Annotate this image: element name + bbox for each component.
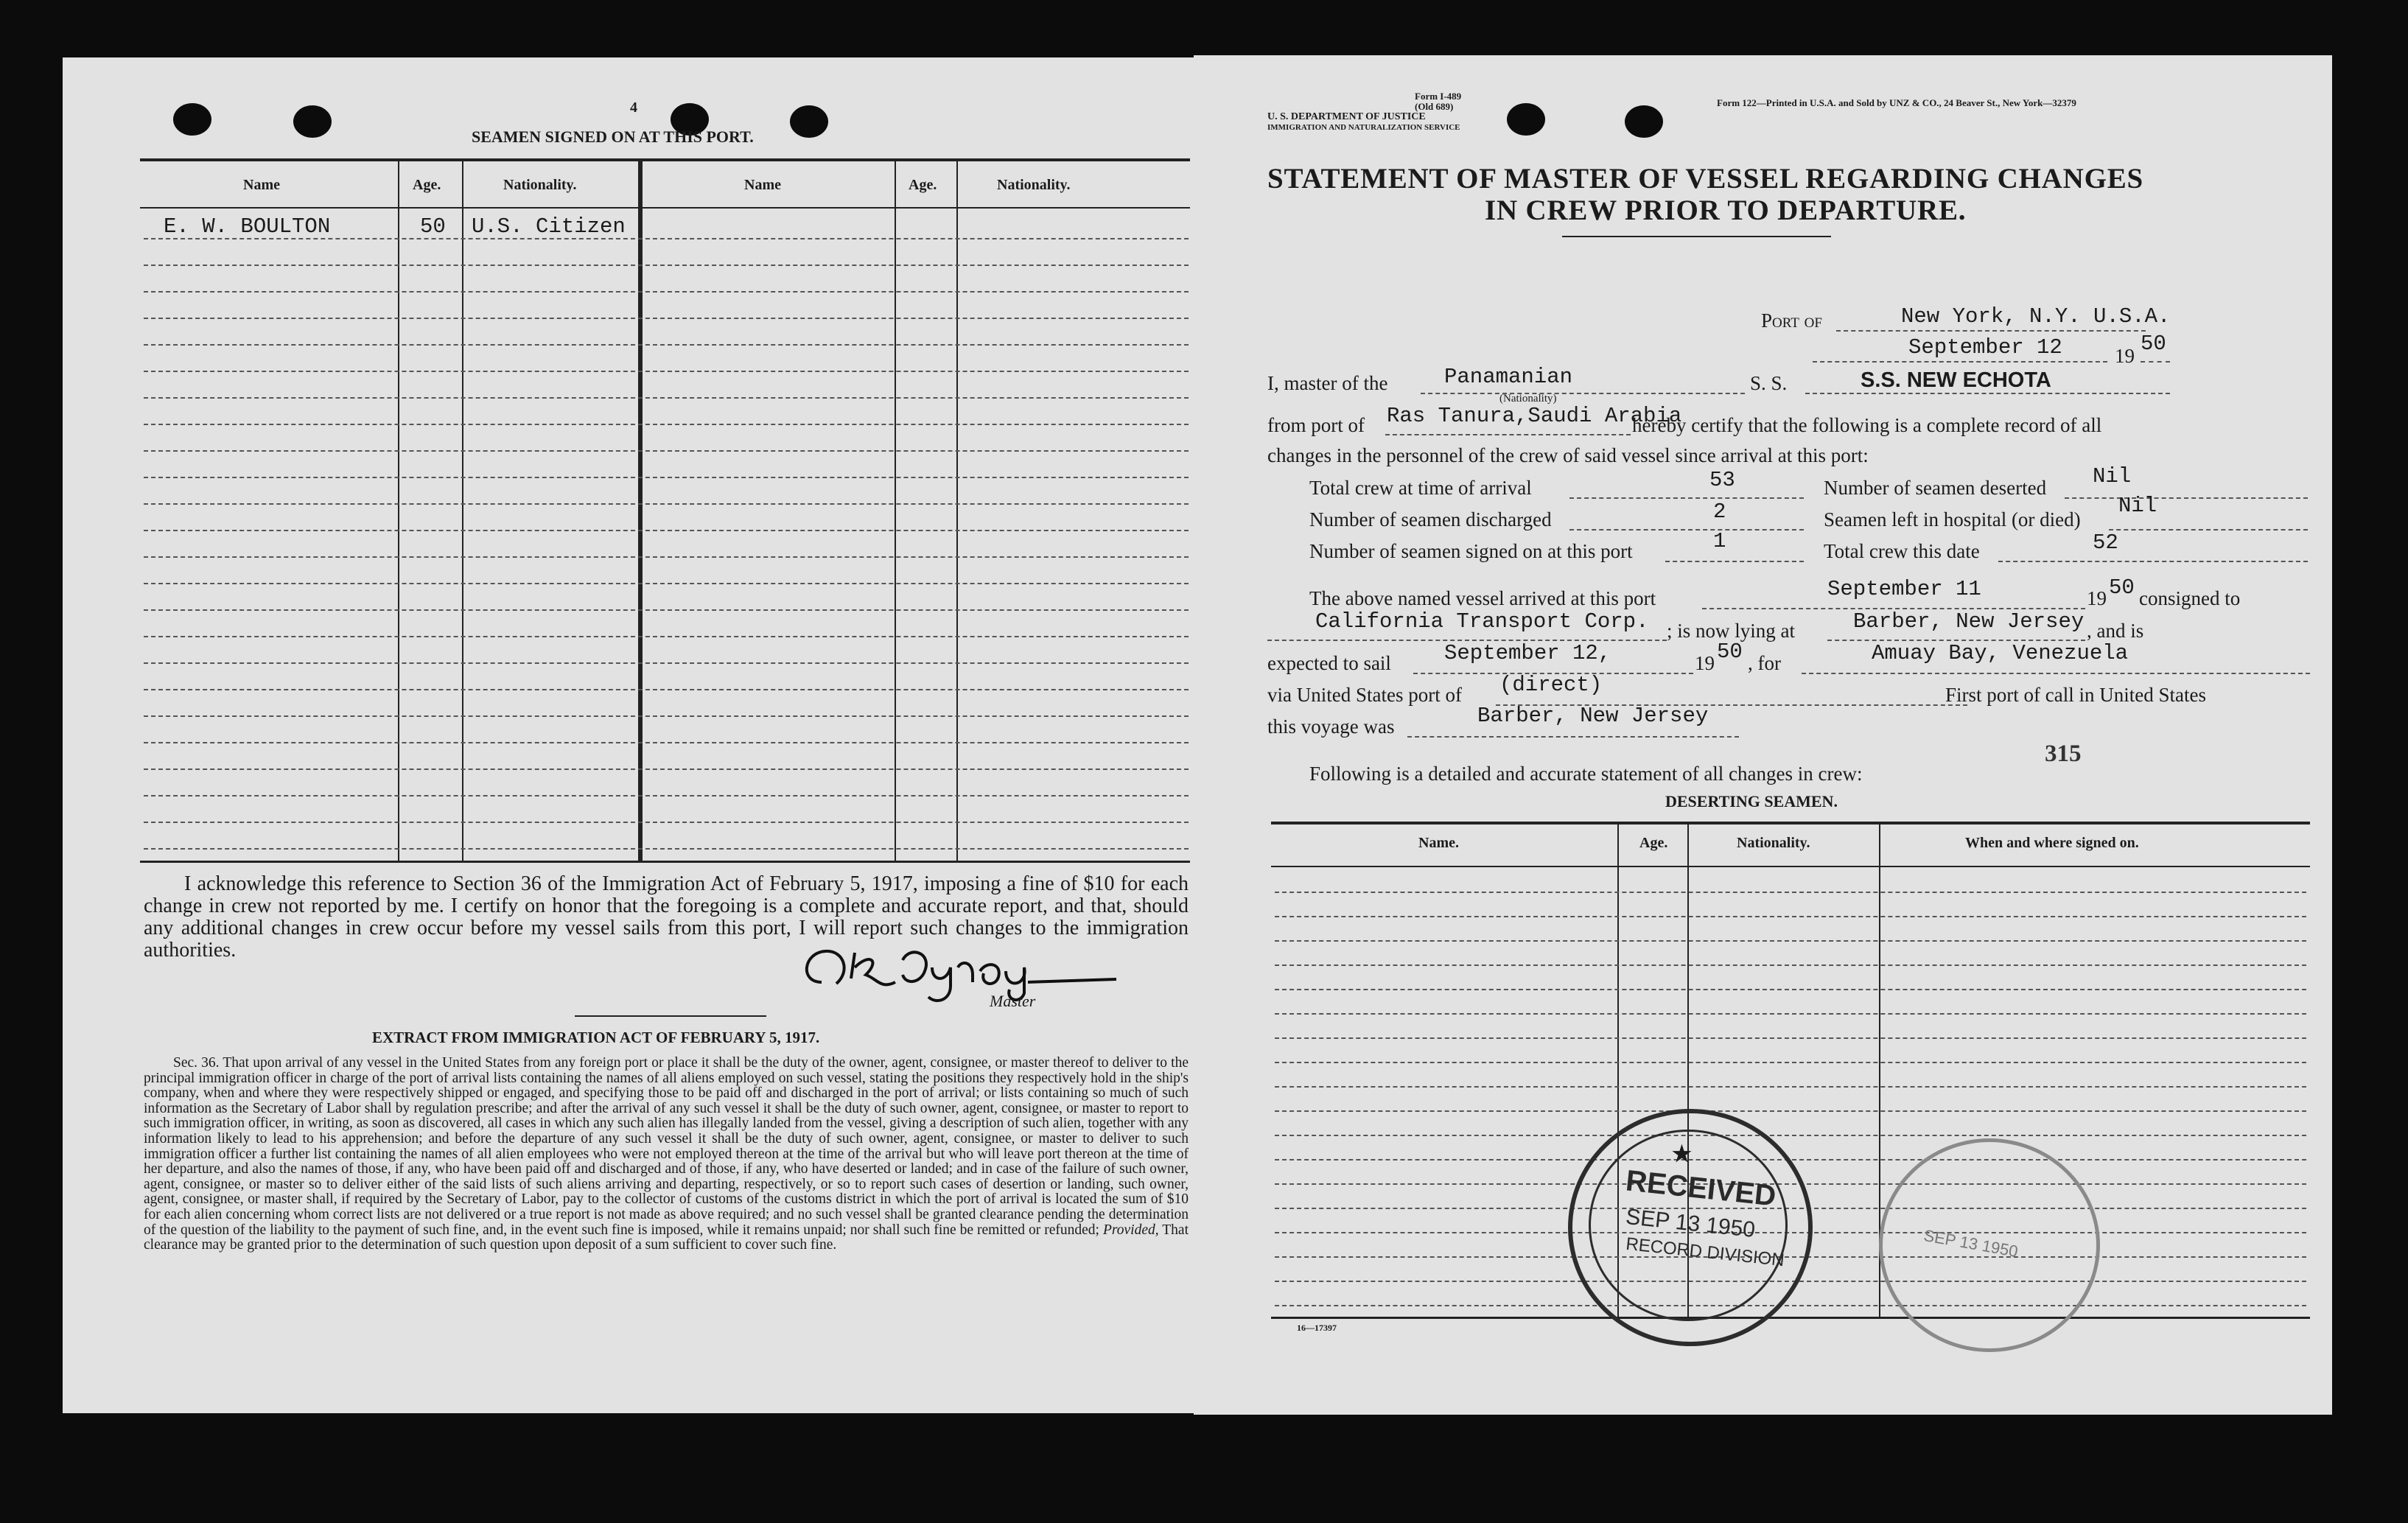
table-header-rule <box>140 207 1190 209</box>
section-title: SEAMEN SIGNED ON AT THIS PORT. <box>472 127 754 146</box>
table-col-divider <box>462 158 463 861</box>
deserting-title: DESERTING SEAMEN. <box>1665 792 1838 810</box>
table-row-line <box>1275 916 2306 917</box>
port-value: New York, N.Y. U.S.A. <box>1901 304 2171 329</box>
form-old: (Old 689) <box>1415 101 1454 112</box>
table-col-divider <box>895 158 896 861</box>
changes-text: changes in the personnel of the crew of said vessel since arrival at this port: <box>1267 444 1869 466</box>
sail-year-prefix: 19 <box>1695 652 1715 674</box>
stamp-received-text: RECEIVED <box>1624 1164 1778 1213</box>
punch-hole <box>173 103 211 136</box>
total-crew-date-value: 52 <box>2093 531 2118 555</box>
arrived-text: The above named vessel arrived at this port <box>1309 587 1656 609</box>
consigned-text: consigned to <box>2139 587 2241 609</box>
certify-text: hereby certify that the following is a complete record of all <box>1632 414 2102 436</box>
table-row-line <box>1275 989 2306 990</box>
total-crew-date-label: Total crew this date <box>1824 540 1980 562</box>
stamp-division: RECORD DIVISION <box>1625 1233 1785 1271</box>
table-row-line <box>144 397 1189 399</box>
from-port-value: Ras Tanura,Saudi Arabia <box>1387 404 1682 428</box>
via-text: via United States port of <box>1267 684 1462 706</box>
service: IMMIGRATION AND NATURALIZATION SERVICE <box>1267 123 1460 132</box>
table-row-line <box>144 265 1189 266</box>
table-col-divider <box>956 158 958 861</box>
table-row-line <box>1275 1086 2306 1088</box>
sail-year: 50 <box>1717 640 1743 664</box>
table-row-line <box>144 291 1189 293</box>
from-port-label: from port of <box>1267 414 1365 436</box>
stamped-number: 315 <box>2045 741 2082 767</box>
arrived-year: 50 <box>2109 575 2135 600</box>
nationality-value: Panamanian <box>1444 365 1573 389</box>
consignee: California Transport Corp. <box>1315 609 1649 634</box>
table-row-line <box>144 530 1189 531</box>
ss-label: S. S. <box>1750 372 1788 394</box>
master-of-label: I, master of the <box>1267 372 1388 394</box>
stat-line <box>1665 561 1804 562</box>
table-row-line <box>144 238 1189 239</box>
form-code: 16—17397 <box>1297 1323 1337 1333</box>
table-row-line <box>144 344 1189 346</box>
deserting-top-rule <box>1271 822 2310 824</box>
col-age: Age. <box>413 177 441 193</box>
table-row-line <box>144 556 1189 558</box>
punch-hole <box>790 105 828 138</box>
nationality-caption: (Nationality) <box>1499 393 1557 405</box>
table-row-line <box>1275 1013 2306 1015</box>
table-row-line <box>144 715 1189 717</box>
punch-hole <box>1625 105 1663 138</box>
first-call-text: First port of call in United States <box>1945 684 2206 706</box>
faint-stamp <box>1879 1138 2100 1352</box>
form-title-line2: IN CREW PRIOR TO DEPARTURE. <box>1485 195 1967 226</box>
page-number: 4 <box>630 99 637 116</box>
deserted-label: Number of seamen deserted <box>1824 477 2047 499</box>
table-top-rule <box>140 158 1190 161</box>
table-col-divider <box>398 158 399 861</box>
table-row-line <box>1275 1062 2306 1063</box>
table-row-line <box>144 371 1189 372</box>
total-crew-arrival-label: Total crew at time of arrival <box>1309 477 1532 499</box>
extract-provided: Provided, <box>1102 1222 1159 1238</box>
table-row-line <box>144 318 1189 319</box>
deserting-bottom-rule <box>1271 1317 2310 1319</box>
port-line <box>1836 330 2146 332</box>
acknowledgement-text: I acknowledge this reference to Section 36 of the Immigration Act of February 5, 1917, imposing a fine of $10 for each change in crew not reported by me. I certify on honor that the foregoing is a complete and accurate report, and that, should any additional changes in crew occur before my vessel sails from this port, I will report such changes to the immigration authorities. <box>144 872 1189 962</box>
first-call-port: Barber, New Jersey <box>1477 704 1709 728</box>
vessel-line <box>1805 393 2170 394</box>
discharged-label: Number of seamen discharged <box>1309 508 1552 531</box>
voyage-text: this voyage was <box>1267 715 1395 738</box>
destination-line <box>1802 673 2310 674</box>
table-row-line <box>144 424 1189 425</box>
received-stamp: ★ RECEIVED SEP 13 1950 RECORD DIVISION <box>1568 1109 1813 1346</box>
arrived-year-prefix: 19 <box>2087 587 2107 609</box>
table-row-line <box>144 450 1189 452</box>
deserting-col-signed-on: When and where signed on. <box>1965 835 2139 851</box>
deserting-col-age: Age. <box>1639 835 1668 851</box>
form-title-line1: STATEMENT OF MASTER OF VESSEL REGARDING CHANGES <box>1267 163 2144 195</box>
deserting-col-nationality: Nationality. <box>1737 835 1810 851</box>
table-row-line <box>144 609 1189 611</box>
punch-hole <box>1507 103 1545 136</box>
and-is-text: , and is <box>2087 620 2144 642</box>
table-row-line <box>144 636 1189 637</box>
right-page <box>1194 55 2332 1415</box>
table-row-line <box>1275 964 2306 966</box>
punch-hole <box>293 105 332 138</box>
department: U. S. DEPARTMENT OF JUSTICE <box>1267 111 1426 122</box>
extract-body: That upon arrival of any vessel in the United States from any foreign port or place it shall be the duty of the owner, agent, consignee, or master thereof to deliver to the principal immigration officer in charge of the port of arrival lists containing the names of all aliens employed on such vessel, stating the positions they respectively hold in the ship's company, when and where they were respectively shipped or engaged, and specifying those to be paid off and discharged in the port of arrival; or lists containing so much of such information as the Secretary of Labor shall by regulation prescribe; and after the arrival of any such vessel it shall be the duty of such owner, agent, consignee, or master to report to such immigration officer, in writing, as soon as discovered, all cases in which any such alien has illegally landed from the vessel, giving a description of such alien, together with any information likely to lead to his apprehension; and before the departure of any such vessel it shall be the duty of such owner, agent, consignee, or master to deliver to such immigration officer a further list containing the names of all alien employees who were not employed thereon at the time of the arrival but who will leave port thereon at the time of her departure, and also the names of those, if any, who have been paid off and discharged and of those, if any, who have deserted or landed; and in case of the failure of such owner, agent, consignee, or master so to deliver either of the said lists of such aliens arriving and departing, respectively, or so to report such cases of desertion or landing, such owner, agent, consignee, or master shall, if required by the Secretary of Labor, pay to the collector of customs of the customs district in which the port of arrival is located the sum of $10 for each alien concerning whom correct lists are not delivered or a true report is not made as above required; and no such vessel shall be granted clearance pending the determination of the question of the liability to the payment of such fine, and, in the event such fine is imposed, while it remains unpaid; nor shall such fine be remitted or refunded; <box>144 1055 1189 1238</box>
table-row-line <box>144 742 1189 743</box>
lying-at: Barber, New Jersey <box>1853 609 2085 634</box>
discharged-value: 2 <box>1713 500 1726 524</box>
seaman-age: 50 <box>420 214 446 239</box>
stamp-date: SEP 13 1950 <box>1624 1204 1757 1243</box>
table-row-line <box>144 583 1189 584</box>
deserting-col-name: Name. <box>1418 835 1459 851</box>
total-crew-arrival-value: 53 <box>1709 468 1735 492</box>
from-port-line <box>1385 434 1631 435</box>
faint-stamp-date: SEP 13 1950 <box>1922 1225 2020 1261</box>
extract-label: Sec. 36. <box>173 1055 220 1071</box>
seaman-nationality: U.S. Citizen <box>472 214 626 239</box>
stat-line <box>1569 497 1804 499</box>
table-bottom-rule <box>140 861 1190 863</box>
left-page <box>63 57 1201 1413</box>
via-port: (direct) <box>1499 673 1603 697</box>
extract-tail: That clearance may be granted prior to the determination of such question upon deposit of a sum sufficient to cover such fine. <box>144 1222 1189 1253</box>
date-value: September 12 <box>1908 335 2062 360</box>
following-text: Following is a detailed and accurate statement of all changes in crew: <box>1309 763 1863 785</box>
table-row-line <box>1275 892 2306 893</box>
col-name-2: Name <box>744 177 781 193</box>
form-number: Form I-489 <box>1415 91 1462 102</box>
stat-line <box>2109 529 2308 531</box>
date-line <box>1813 361 2107 363</box>
extract-title: EXTRACT FROM IMMIGRATION ACT OF FEBRUARY 5, 1917. <box>372 1029 820 1046</box>
hospital-label: Seamen left in hospital (or died) <box>1824 508 2081 531</box>
year-prefix: 19 <box>2115 345 2135 367</box>
table-row-line <box>144 848 1189 850</box>
col-nationality-2: Nationality. <box>997 177 1071 193</box>
stat-line <box>2065 497 2308 499</box>
year-value: 50 <box>2141 332 2166 356</box>
title-rule <box>575 1015 766 1017</box>
for-text: , for <box>1748 652 1781 674</box>
destination: Amuay Bay, Venezuela <box>1872 641 2129 665</box>
table-row-line <box>1275 1037 2306 1039</box>
expected-text: expected to sail <box>1267 652 1391 674</box>
table-row-line <box>144 822 1189 823</box>
printer-line: Form 122—Printed in U.S.A. and Sold by UNZ & CO., 24 Beaver St., New York—32379 <box>1717 97 2076 108</box>
table-row-line <box>1275 940 2306 942</box>
first-call-line <box>1407 736 1739 738</box>
hospital-value: Nil <box>2118 494 2157 518</box>
table-row-line <box>144 689 1189 690</box>
col-age-2: Age. <box>909 177 937 193</box>
extract-text <box>144 1056 1189 1253</box>
lying-text: ; is now lying at <box>1667 620 1795 642</box>
master-signature <box>792 938 1116 1004</box>
year-line <box>2141 361 2170 363</box>
port-label: Port of <box>1761 309 1822 332</box>
signed-on-label: Number of seamen signed on at this port <box>1309 540 1633 562</box>
table-row-line <box>1275 1110 2306 1112</box>
table-row-line <box>144 768 1189 770</box>
table-row-line <box>1275 1305 2306 1306</box>
arrived-date: September 11 <box>1827 577 1981 601</box>
table-row-line <box>1275 1135 2306 1136</box>
signature-role: Master <box>990 992 1036 1010</box>
deserted-value: Nil <box>2093 464 2132 489</box>
table-row-line <box>144 477 1189 478</box>
col-name: Name <box>243 177 280 193</box>
signed-on-value: 1 <box>1713 529 1726 553</box>
vessel-name: S.S. NEW ECHOTA <box>1861 368 2051 392</box>
table-center-divider <box>638 158 643 861</box>
table-row-line <box>144 662 1189 664</box>
stat-line <box>1569 529 1804 531</box>
title-underline <box>1562 236 1831 237</box>
seaman-name: E. W. BOULTON <box>164 214 331 239</box>
table-row-line <box>144 503 1189 505</box>
nationality-line <box>1421 393 1745 394</box>
col-nationality: Nationality. <box>503 177 577 193</box>
sail-date: September 12, <box>1444 641 1611 665</box>
table-row-line <box>144 795 1189 796</box>
deserting-header-rule <box>1271 866 2310 867</box>
stat-line <box>1998 561 2308 562</box>
